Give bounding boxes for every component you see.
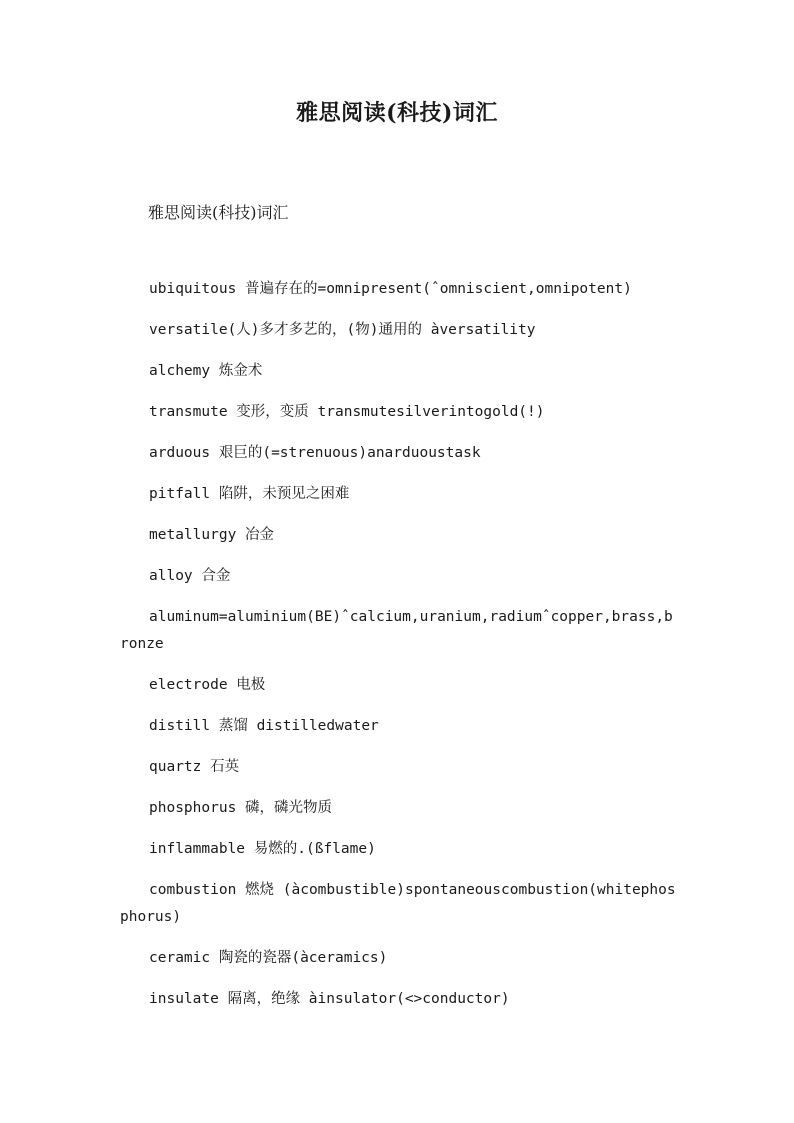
vocabulary-entry: electrode 电极 (149, 677, 266, 693)
vocabulary-entry: pitfall 陷阱，未预见之困难 (149, 486, 350, 502)
vocabulary-entry: insulate 隔离，绝缘 àinsulator(<>conductor) (149, 991, 510, 1007)
vocabulary-entry: inflammable 易燃的.(ßflame) (149, 841, 376, 857)
vocabulary-entry: metallurgy 冶金 (149, 527, 275, 543)
vocabulary-entry: combustion 燃烧 (àcombustible)spontaneouscombustion(whitephosphorus) (120, 882, 676, 925)
vocabulary-entry: aluminum=aluminium(BE)ˆcalcium,uranium,radiumˆcopper,brass,bronze (120, 609, 673, 652)
document-title: 雅思阅读(科技)词汇 (296, 100, 498, 126)
vocabulary-entry: alchemy 炼金术 (149, 363, 263, 379)
vocabulary-entry: arduous 艰巨的(=strenuous)anarduoustask (149, 445, 481, 461)
vocabulary-entry: quartz 石英 (149, 759, 240, 775)
vocabulary-list (120, 276, 680, 1027)
document-subtitle: 雅思阅读(科技)词汇 (148, 203, 289, 222)
vocabulary-entry: ubiquitous 普遍存在的=omnipresent(ˆomniscient,omnipotent) (149, 281, 632, 297)
vocabulary-entry: ceramic 陶瓷的瓷器(àceramics) (149, 950, 388, 966)
vocabulary-entry: distill 蒸馏 distilledwater (149, 718, 379, 734)
vocabulary-entry: alloy 合金 (149, 568, 231, 584)
vocabulary-entry: transmute 变形，变质 transmutesilverintogold(!) (149, 404, 545, 420)
vocabulary-entry: phosphorus 磷，磷光物质 (149, 800, 333, 816)
vocabulary-entry: versatile(人)多才多艺的，(物)通用的 àversatility (149, 322, 536, 338)
